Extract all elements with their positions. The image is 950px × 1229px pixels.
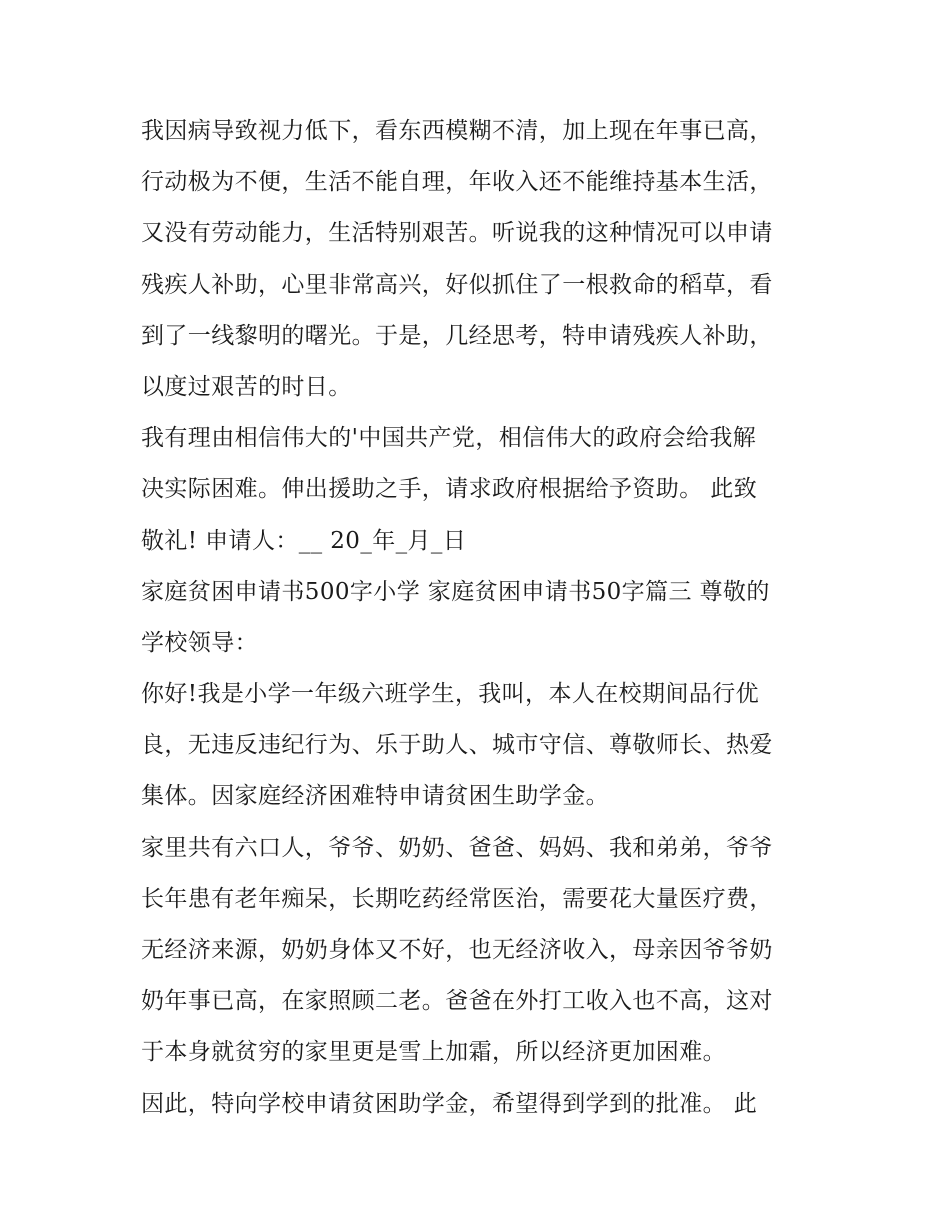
text-line: 集体。因家庭经济困难特申请贫困生助学金。 bbox=[141, 783, 609, 810]
text-line: 行动极为不便，生活不能自理，年收入还不能维持基本生活， bbox=[141, 169, 773, 196]
section-heading-line: 家庭贫困申请书500字小学 家庭贫困申请书50字篇三 尊敬的 bbox=[141, 578, 770, 605]
text-line: 因此，特向学校申请贫困助学金，希望得到学到的批准。 此 bbox=[141, 1090, 758, 1117]
text-line: 到了一线黎明的曙光。于是，几经思考，特申请残疾人补助， bbox=[141, 322, 773, 349]
text-line: 又没有劳动能力，生活特别艰苦。听说我的这种情况可以申请 bbox=[141, 220, 773, 247]
salutation-line: 学校领导： bbox=[141, 629, 258, 656]
document-body bbox=[141, 106, 816, 1130]
text-line: 以度过艰苦的时日。 bbox=[141, 373, 352, 400]
text-line: 决实际困难。伸出援助之手，请求政府根据给予资助。 此致 bbox=[141, 476, 758, 503]
text-line: 长年患有老年痴呆，长期吃药经常医治，需要花大量医疗费， bbox=[141, 885, 773, 912]
text-line: 于本身就贫穷的家里更是雪上加霜，所以经济更加困难。 bbox=[141, 1039, 726, 1066]
text-line: 良，无违反违纪行为、乐于助人、城市守信、尊敬师长、热爱 bbox=[141, 732, 773, 759]
text-line: 残疾人补助，心里非常高兴，好似抓住了一根救命的稻草，看 bbox=[141, 271, 773, 298]
text-line: 无经济来源，奶奶身体又不好，也无经济收入，母亲因爷爷奶 bbox=[141, 937, 773, 963]
text-line: 奶年事已高，在家照顾二老。爸爸在外打工收入也不高，这对 bbox=[141, 988, 773, 1015]
signature-line: 敬礼! 申请人：__ 20_年_月_日 bbox=[141, 527, 467, 554]
text-line: 我有理由相信伟大的'中国共产党，相信伟大的政府会给我解 bbox=[141, 425, 757, 452]
text-line: 你好!我是小学一年级六班学生，我叫，本人在校期间品行优 bbox=[141, 681, 760, 708]
text-line: 家里共有六口人，爷爷、奶奶、爸爸、妈妈、我和弟弟，爷爷 bbox=[141, 834, 773, 861]
text-line: 我因病导致视力低下，看东西模糊不清，加上现在年事已高， bbox=[141, 118, 773, 144]
